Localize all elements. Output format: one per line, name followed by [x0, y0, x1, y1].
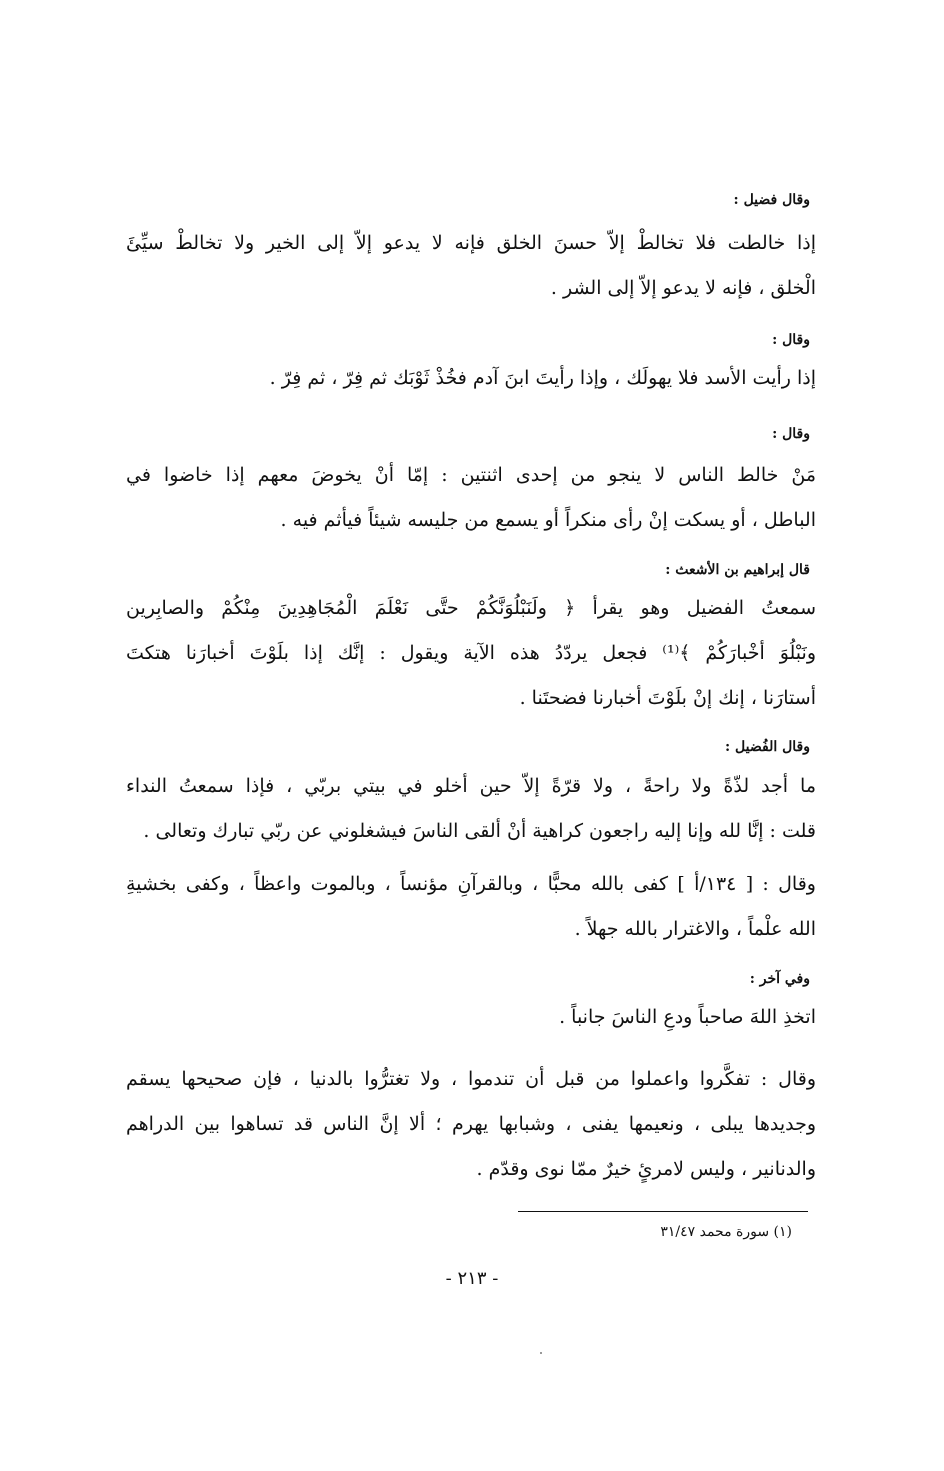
text-line: مَنْ خالط الناس لا ينجو من إحدى اثنتين : إمّا أنْ يخوضَ معهم إذا خاضوا في: [126, 464, 816, 486]
text-line: وجديدها يبلى ، ونعيمها يفنى ، وشبابها يهرم ؛ ألا إنَّ الناس قد تساهوا بين الدراهم: [126, 1113, 816, 1135]
text-line: اتخذِ اللهَ صاحباً ودعِ الناسَ جانباً .: [559, 1006, 816, 1028]
text-line: وقال : [ ١٣٤/أ ] كفى بالله محبًّا ، وبالقرآنِ مؤنساً ، وبالموت واعظاً ، وكفى بخشيةِ: [126, 873, 816, 895]
section-heading: وقال الفُضيل :: [724, 739, 810, 755]
paragraph: [126, 862, 816, 952]
text-line: الْخلق ، فإنه لا يدعو إلاّ إلى الشر .: [550, 277, 816, 299]
text-line: الله علْماً ، والاغترار بالله جهلاً .: [574, 918, 816, 940]
paragraph: [126, 1057, 816, 1192]
paragraph: [126, 586, 816, 721]
text-line: سمعتُ الفضيل وهو يقرأ ﴿ ولَنَبْلُوَنَّكُمْ حتَّى نَعْلَمَ الْمُجَاهِدِينَ مِنْكُمْ والصابِرين: [126, 597, 816, 619]
paragraph: [126, 356, 816, 401]
section-heading: وفي آخر :: [749, 971, 810, 987]
paragraph: [126, 995, 816, 1040]
paragraph: [126, 764, 816, 854]
text-line: أستارَنا ، إنك إنْ بلَوْتَ أخبارنا فضحتَنا .: [519, 687, 816, 709]
text-line: ونَبْلُوَ أخْبارَكُمْ ﴾⁽¹⁾ فجعل يردّدُ هذه الآية ويقول : إنَّك إذا بلَوْتَ أخبارَنا هتكتَ: [126, 642, 816, 664]
text-line: والدنانير ، وليس لامرئٍ خيرٌ ممّا نوى وقدّم .: [476, 1158, 816, 1180]
text-line: إذا خالطت فلا تخالطْ إلاّ حسنَ الخلق فإنه لا يدعو إلاّ إلى الخير ولا تخالطْ سيِّئَ: [126, 232, 816, 254]
text-line: قلت : إنَّا لله وإنا إليه راجعون كراهية أنْ ألقى الناسَ فيشغلوني عن ربّي تبارك وتعالى .: [143, 820, 816, 842]
paragraph: [126, 221, 816, 311]
text-line: وقال : تفكَّروا واعملوا من قبل أن تندموا ، ولا تغترُّوا بالدنيا ، فإن صحيحها يسقم: [126, 1068, 816, 1090]
scan-speck: [540, 1352, 542, 1354]
text-line: الباطل ، أو يسكت إنْ رأى منكراً أو يسمع من جليسه شيئاً فيأثم فيه .: [280, 509, 816, 531]
page-number: - ٢١٣ -: [445, 1268, 499, 1289]
text-line: ما أجد لذّةً ولا راحةً ، ولا قرّةً إلاّ حين أخلو في بيتي بربّي ، فإذا سمعتُ النداء: [126, 775, 816, 797]
paragraph: [126, 453, 816, 543]
text-line: إذا رأيت الأسد فلا يهولَك ، وإذا رأيتَ ابنَ آدم فخُذْ ثَوْبَك ثم فِرّ ، ثم فِرّ .: [269, 367, 816, 389]
footnote-divider: [518, 1211, 808, 1212]
section-heading: وقال :: [772, 426, 810, 442]
section-heading: وقال :: [772, 332, 810, 348]
section-heading: قال إبراهيم بن الأشعث :: [665, 562, 810, 578]
footnote: (١) سورة محمد ٣١/٤٧: [660, 1224, 792, 1240]
section-heading: وقال فضيل :: [733, 192, 810, 208]
